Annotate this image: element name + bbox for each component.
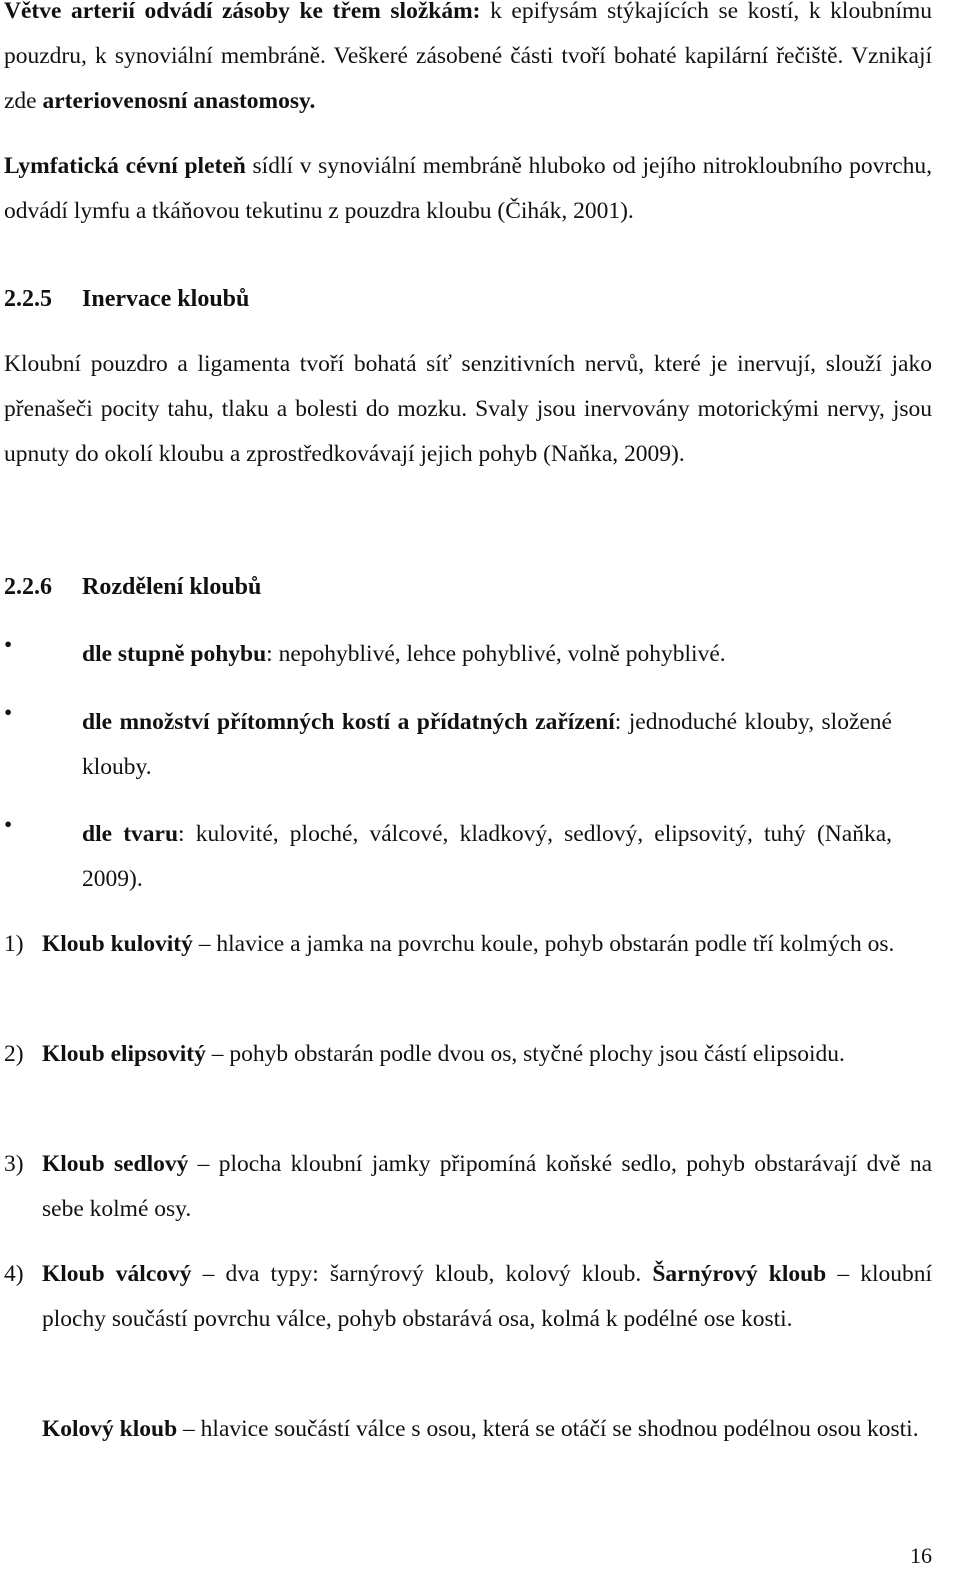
item-number: 1) (4, 931, 24, 957)
body-text: k epifysám stýkajících se kostí, k kloubnímu pouzdru, k synoviální membráně. Veškeré zásobené části tvoří bohaté kapilární řečiště. Vznikají zde (4, 0, 932, 114)
section-number: 2.2.5 (4, 286, 52, 312)
body-text: – dva typy: šarnýrový kloub, kolový kloub. (191, 1261, 653, 1287)
item-number: 4) (4, 1261, 24, 1287)
body-text: – plocha kloubní jamky připomíná koňské sedlo, pohyb obstarávají dvě na sebe kolmé osy. (42, 1151, 933, 1222)
body-text: – hlavice součástí válce s osou, která se otáčí se shodnou podélnou osou kosti. (177, 1416, 919, 1442)
section-heading-2-2-5 (4, 284, 249, 314)
bold-text: Větve arterií odvádí zásoby ke třem složkám: (4, 0, 481, 24)
numbered-item (4, 1142, 932, 1232)
section-title: Rozdělení kloubů (82, 574, 262, 600)
bold-text: Lymfatická cévní pleteň (4, 153, 246, 179)
bullet-icon: • (4, 632, 13, 658)
paragraph-arteries (4, 0, 932, 124)
body-text: : jednoduché klouby, složené klouby. (82, 709, 892, 780)
bold-text: Šarnýrový kloub (652, 1261, 827, 1287)
paragraph-innervation (4, 342, 932, 477)
body-text: – hlavice a jamka na povrchu koule, pohyb obstarán podle tří kolmých os. (192, 931, 895, 957)
body-text: Kloubní pouzdro a ligamenta tvoří bohatá síť senzitivních nervů, které je inervují, slouží jako přenašeči pocity tahu, tlaku a bolesti do mozku. Svaly jsou inervovány motorickými nervy, jsou upnuty do okolí kloubu a zprostředkovávají jejich pohyb (Naňka, 2009). (4, 351, 932, 467)
numbered-item (4, 1032, 932, 1077)
section-number: 2.2.6 (4, 574, 52, 600)
body-text: – kloubní plochy součástí povrchu válce, pohyb obstarává osa, kolmá k podélné ose kosti. (42, 1261, 932, 1332)
numbered-item (4, 1252, 932, 1342)
item-number: 2) (4, 1041, 24, 1067)
bold-text: Kloub válcový (42, 1261, 192, 1287)
body-text: : nepohyblivé, lehce pohyblivé, volně pohyblivé. (266, 641, 726, 667)
bold-text: dle stupně pohybu (82, 641, 267, 667)
bold-text: Kloub sedlový (42, 1151, 189, 1177)
numbered-item (4, 922, 932, 967)
body-text: : kulovité, ploché, válcové, kladkový, sedlový, elipsovitý, tuhý (Naňka, 2009). (82, 821, 892, 892)
page-number: 16 (910, 1543, 932, 1568)
bullet-icon: • (4, 812, 13, 838)
list-item (4, 632, 892, 677)
item-number: 3) (4, 1151, 24, 1177)
bold-text: Kolový kloub (42, 1416, 178, 1442)
body-text: sídlí v synoviální membráně hluboko od jejího nitrokloubního povrchu, odvádí lymfu a tkáňovou tekutinu z pouzdra kloubu (Čihák, 2001). (4, 153, 932, 224)
paragraph-kolovy (4, 1407, 932, 1452)
list-item (4, 700, 892, 790)
bold-text: Kloub kulovitý (42, 931, 193, 957)
bullet-icon: • (4, 700, 13, 726)
body-text: – pohyb obstarán podle dvou os, styčné plochy jsou částí elipsoidu. (205, 1041, 845, 1067)
section-title: Inervace kloubů (82, 286, 250, 312)
bold-text: arteriovenosní anastomosy. (42, 88, 316, 114)
bold-text: dle tvaru (82, 821, 179, 847)
bold-text: dle množství přítomných kostí a přídatných zařízení (82, 709, 615, 735)
list-item (4, 812, 892, 902)
bold-text: Kloub elipsovitý (42, 1041, 206, 1067)
section-heading-2-2-6 (4, 572, 261, 602)
paragraph-lymph (4, 144, 932, 234)
